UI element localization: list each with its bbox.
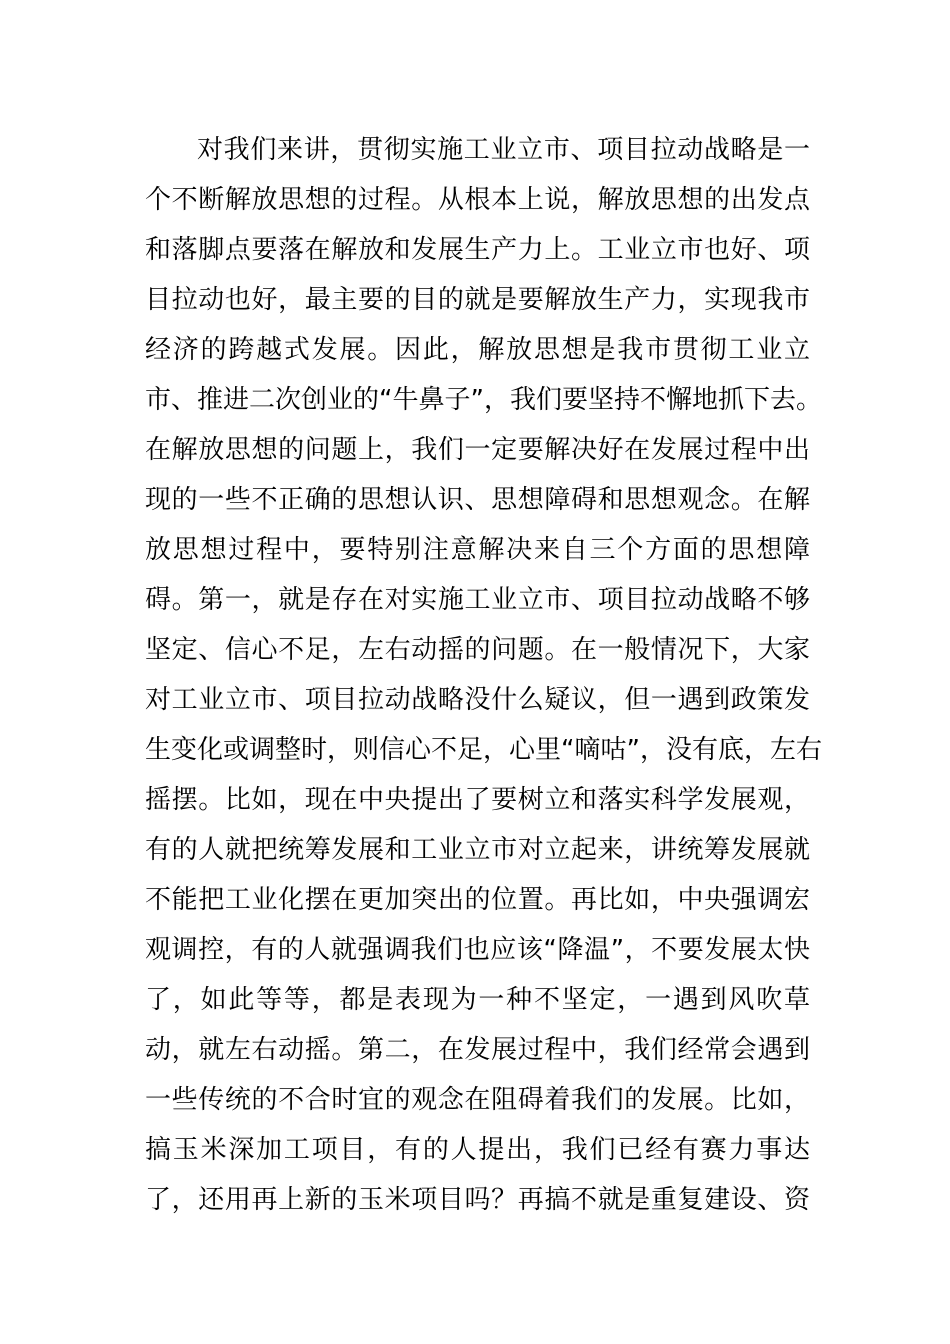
text-line: 摇摆。比如，现在中央提出了要树立和落实科学发展观， xyxy=(145,785,810,815)
text-line: 了，如此等等，都是表现为一种不坚定，一遇到风吹草 xyxy=(145,985,810,1015)
text-line: 市、推进二次创业的“牛鼻子”，我们要坚持不懈地抓下去。 xyxy=(145,385,822,415)
text-line: 放思想过程中，要特别注意解决来自三个方面的思想障 xyxy=(145,535,810,565)
text-line: 现的一些不正确的思想认识、思想障碍和思想观念。在解 xyxy=(145,485,810,515)
text-line: 生变化或调整时，则信心不足，心里“嘀咕”，没有底，左右 xyxy=(145,735,822,765)
text-line: 在解放思想的问题上，我们一定要解决好在发展过程中出 xyxy=(145,435,810,465)
text-line: 一些传统的不合时宜的观念在阻碍着我们的发展。比如， xyxy=(145,1085,810,1115)
text-line: 目拉动也好，最主要的目的就是要解放生产力，实现我市 xyxy=(145,285,810,315)
text-line: 观调控，有的人就强调我们也应该“降温”，不要发展太快 xyxy=(145,935,810,965)
text-line: 了，还用再上新的玉米项目吗？再搞不就是重复建设、资 xyxy=(145,1185,810,1215)
text-line: 碍。第一，就是存在对实施工业立市、项目拉动战略不够 xyxy=(145,585,810,615)
text-line: 对工业立市、项目拉动战略没什么疑议，但一遇到政策发 xyxy=(145,685,810,715)
text-line: 经济的跨越式发展。因此，解放思想是我市贯彻工业立 xyxy=(145,335,810,365)
text-line: 对我们来讲，贯彻实施工业立市、项目拉动战略是一 xyxy=(197,135,810,165)
text-line: 不能把工业化摆在更加突出的位置。再比如，中央强调宏 xyxy=(145,885,810,915)
text-line: 坚定、信心不足，左右动摇的问题。在一般情况下，大家 xyxy=(145,635,810,665)
text-line: 个不断解放思想的过程。从根本上说，解放思想的出发点 xyxy=(145,185,810,215)
body-text xyxy=(145,125,822,1225)
text-line: 有的人就把统筹发展和工业立市对立起来，讲统筹发展就 xyxy=(145,835,810,865)
text-line: 和落脚点要落在解放和发展生产力上。工业立市也好、项 xyxy=(145,235,810,265)
text-line: 动，就左右动摇。第二，在发展过程中，我们经常会遇到 xyxy=(145,1035,810,1065)
text-line: 搞玉米深加工项目，有的人提出，我们已经有赛力事达 xyxy=(145,1135,810,1165)
